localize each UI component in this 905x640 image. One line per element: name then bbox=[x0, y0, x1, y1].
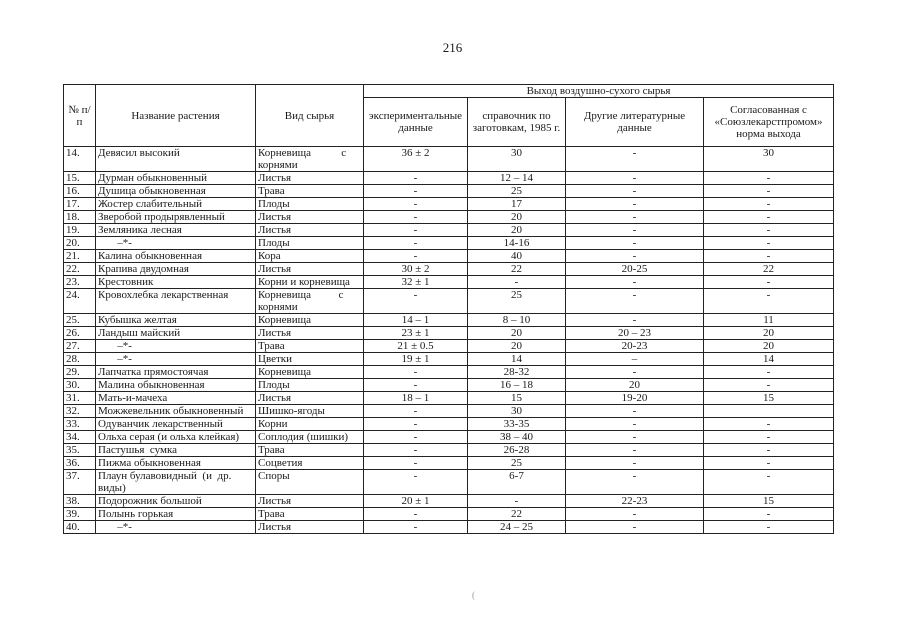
table-row bbox=[64, 418, 834, 431]
reference-cell: 25 bbox=[468, 457, 566, 470]
reference-cell: 25 bbox=[468, 289, 566, 314]
raw-type-cell: Корневища bbox=[256, 366, 364, 379]
table-row bbox=[64, 457, 834, 470]
reference-cell: 15 bbox=[468, 392, 566, 405]
table-row bbox=[64, 444, 834, 457]
raw-type-cell: Листья bbox=[256, 327, 364, 340]
experimental-cell: 32 ± 1 bbox=[364, 276, 468, 289]
table-row bbox=[64, 224, 834, 237]
agreed-norm-cell: - bbox=[704, 379, 834, 392]
row-number-cell: 24. bbox=[64, 289, 96, 314]
agreed-norm-cell: - bbox=[704, 470, 834, 495]
other-literature-cell: - bbox=[566, 431, 704, 444]
header-row-top bbox=[64, 85, 834, 98]
raw-type-cell: Листья bbox=[256, 392, 364, 405]
other-literature-cell: - bbox=[566, 185, 704, 198]
experimental-cell: 21 ± 0.5 bbox=[364, 340, 468, 353]
table-row bbox=[64, 508, 834, 521]
other-literature-cell: - bbox=[566, 289, 704, 314]
other-literature-cell: - bbox=[566, 418, 704, 431]
row-number-cell: 26. bbox=[64, 327, 96, 340]
experimental-cell: - bbox=[364, 366, 468, 379]
plant-name-cell: Пижма обыкновенная bbox=[96, 457, 256, 470]
table-row bbox=[64, 470, 834, 495]
row-number-cell: 29. bbox=[64, 366, 96, 379]
plant-name-cell: Душица обыкновенная bbox=[96, 185, 256, 198]
reference-cell: 20 bbox=[468, 211, 566, 224]
agreed-norm-cell: 15 bbox=[704, 495, 834, 508]
table-row bbox=[64, 521, 834, 534]
reference-cell: - bbox=[468, 276, 566, 289]
agreed-norm-cell: - bbox=[704, 444, 834, 457]
raw-type-cell: Листья bbox=[256, 224, 364, 237]
experimental-cell: - bbox=[364, 521, 468, 534]
agreed-norm-cell: 14 bbox=[704, 353, 834, 366]
other-literature-cell: 20 bbox=[566, 379, 704, 392]
other-literature-cell: - bbox=[566, 147, 704, 172]
other-literature-cell: - bbox=[566, 237, 704, 250]
plant-name-cell: Полынь горькая bbox=[96, 508, 256, 521]
row-number-cell: 25. bbox=[64, 314, 96, 327]
agreed-norm-cell: 11 bbox=[704, 314, 834, 327]
raw-type-cell: Корни bbox=[256, 418, 364, 431]
plant-name-cell: Одуванчик лекарственный bbox=[96, 418, 256, 431]
header-num: № п/п bbox=[64, 85, 96, 147]
plant-name-cell: Мать-и-мачеха bbox=[96, 392, 256, 405]
agreed-norm-cell: 20 bbox=[704, 340, 834, 353]
plant-name-cell: Жостер слабительный bbox=[96, 198, 256, 211]
reference-cell: 40 bbox=[468, 250, 566, 263]
raw-type-cell: Споры bbox=[256, 470, 364, 495]
row-number-cell: 40. bbox=[64, 521, 96, 534]
other-literature-cell: - bbox=[566, 172, 704, 185]
raw-type-cell: Трава bbox=[256, 185, 364, 198]
raw-type-cell: Листья bbox=[256, 495, 364, 508]
plant-name-cell: Крапива двудомная bbox=[96, 263, 256, 276]
plant-name-cell: Кровохлебка лекарственная bbox=[96, 289, 256, 314]
reference-cell: 33-35 bbox=[468, 418, 566, 431]
reference-cell: 25 bbox=[468, 185, 566, 198]
table-row bbox=[64, 353, 834, 366]
table-row bbox=[64, 405, 834, 418]
agreed-norm-cell: - bbox=[704, 366, 834, 379]
reference-cell: 14-16 bbox=[468, 237, 566, 250]
other-literature-cell: - bbox=[566, 470, 704, 495]
experimental-cell: - bbox=[364, 444, 468, 457]
reference-cell: 17 bbox=[468, 198, 566, 211]
other-literature-cell: - bbox=[566, 508, 704, 521]
reference-cell: 30 bbox=[468, 147, 566, 172]
other-literature-cell: – bbox=[566, 353, 704, 366]
raw-type-cell: Трава bbox=[256, 340, 364, 353]
raw-type-cell: Листья bbox=[256, 263, 364, 276]
agreed-norm-cell: 20 bbox=[704, 327, 834, 340]
plant-name-cell: Крестовник bbox=[96, 276, 256, 289]
other-literature-cell: - bbox=[566, 457, 704, 470]
experimental-cell: 23 ± 1 bbox=[364, 327, 468, 340]
header-other-literature: Другие литературные данные bbox=[566, 98, 704, 147]
agreed-norm-cell: - bbox=[704, 457, 834, 470]
agreed-norm-cell: - bbox=[704, 521, 834, 534]
plant-name-cell: Плаун булавовидный (и др. виды) bbox=[96, 470, 256, 495]
experimental-cell: 14 – 1 bbox=[364, 314, 468, 327]
table-body bbox=[64, 147, 834, 534]
plant-name-cell: Подорожник большой bbox=[96, 495, 256, 508]
agreed-norm-cell: - bbox=[704, 431, 834, 444]
experimental-cell: 19 ± 1 bbox=[364, 353, 468, 366]
experimental-cell: - bbox=[364, 405, 468, 418]
agreed-norm-cell: - bbox=[704, 418, 834, 431]
agreed-norm-cell: - bbox=[704, 250, 834, 263]
reference-cell: 20 bbox=[468, 224, 566, 237]
other-literature-cell: - bbox=[566, 198, 704, 211]
plant-name-cell: Лапчатка прямостоячая bbox=[96, 366, 256, 379]
reference-cell: 24 – 25 bbox=[468, 521, 566, 534]
other-literature-cell: - bbox=[566, 250, 704, 263]
table-row bbox=[64, 431, 834, 444]
experimental-cell: 30 ± 2 bbox=[364, 263, 468, 276]
reference-cell: 12 – 14 bbox=[468, 172, 566, 185]
row-number-cell: 27. bbox=[64, 340, 96, 353]
reference-cell: 22 bbox=[468, 263, 566, 276]
reference-cell: 20 bbox=[468, 327, 566, 340]
reference-cell: 16 – 18 bbox=[468, 379, 566, 392]
other-literature-cell: - bbox=[566, 444, 704, 457]
agreed-norm-cell: 22 bbox=[704, 263, 834, 276]
experimental-cell: - bbox=[364, 418, 468, 431]
row-number-cell: 39. bbox=[64, 508, 96, 521]
agreed-norm-cell: - bbox=[704, 289, 834, 314]
other-literature-cell: - bbox=[566, 276, 704, 289]
reference-cell: 38 – 40 bbox=[468, 431, 566, 444]
agreed-norm-cell: - bbox=[704, 211, 834, 224]
other-literature-cell: - bbox=[566, 405, 704, 418]
raw-type-cell: Корневища bbox=[256, 314, 364, 327]
row-number-cell: 30. bbox=[64, 379, 96, 392]
other-literature-cell: 20 – 23 bbox=[566, 327, 704, 340]
reference-cell: 28-32 bbox=[468, 366, 566, 379]
row-number-cell: 34. bbox=[64, 431, 96, 444]
table-row bbox=[64, 340, 834, 353]
experimental-cell: - bbox=[364, 289, 468, 314]
plant-name-cell: Ландыш майский bbox=[96, 327, 256, 340]
plant-name-cell: Пастушья сумка bbox=[96, 444, 256, 457]
row-number-cell: 20. bbox=[64, 237, 96, 250]
other-literature-cell: - bbox=[566, 521, 704, 534]
agreed-norm-cell: - bbox=[704, 276, 834, 289]
table-row bbox=[64, 327, 834, 340]
plant-name-cell: Ольха серая (и ольха клейкая) bbox=[96, 431, 256, 444]
raw-type-cell: Корневища с корнями bbox=[256, 289, 364, 314]
row-number-cell: 31. bbox=[64, 392, 96, 405]
raw-type-cell: Соплодия (шишки) bbox=[256, 431, 364, 444]
raw-type-cell: Листья bbox=[256, 172, 364, 185]
row-number-cell: 16. bbox=[64, 185, 96, 198]
raw-type-cell: Кора bbox=[256, 250, 364, 263]
table-row bbox=[64, 392, 834, 405]
scan-speck: ( bbox=[472, 590, 475, 600]
row-number-cell: 22. bbox=[64, 263, 96, 276]
header-raw-type: Вид сырья bbox=[256, 85, 364, 147]
row-number-cell: 14. bbox=[64, 147, 96, 172]
reference-cell: 20 bbox=[468, 340, 566, 353]
experimental-cell: - bbox=[364, 185, 468, 198]
plant-name-cell: Дурман обыкновенный bbox=[96, 172, 256, 185]
table-row bbox=[64, 379, 834, 392]
row-number-cell: 32. bbox=[64, 405, 96, 418]
plant-name-cell: –*- bbox=[96, 340, 256, 353]
experimental-cell: - bbox=[364, 237, 468, 250]
raw-type-cell: Шишко-ягоды bbox=[256, 405, 364, 418]
table-row bbox=[64, 237, 834, 250]
row-number-cell: 33. bbox=[64, 418, 96, 431]
row-number-cell: 36. bbox=[64, 457, 96, 470]
reference-cell: 14 bbox=[468, 353, 566, 366]
table-row bbox=[64, 185, 834, 198]
row-number-cell: 35. bbox=[64, 444, 96, 457]
other-literature-cell: 22-23 bbox=[566, 495, 704, 508]
agreed-norm-cell bbox=[704, 405, 834, 418]
agreed-norm-cell: - bbox=[704, 172, 834, 185]
table-row bbox=[64, 289, 834, 314]
reference-cell: - bbox=[468, 495, 566, 508]
reference-cell: 6-7 bbox=[468, 470, 566, 495]
experimental-cell: - bbox=[364, 224, 468, 237]
table-row bbox=[64, 276, 834, 289]
plant-name-cell: Калина обыкновенная bbox=[96, 250, 256, 263]
row-number-cell: 21. bbox=[64, 250, 96, 263]
experimental-cell: - bbox=[364, 457, 468, 470]
experimental-cell: - bbox=[364, 470, 468, 495]
table-row bbox=[64, 250, 834, 263]
experimental-cell: 20 ± 1 bbox=[364, 495, 468, 508]
raw-type-cell: Корневища с корнями bbox=[256, 147, 364, 172]
agreed-norm-cell: - bbox=[704, 224, 834, 237]
other-literature-cell: 20-25 bbox=[566, 263, 704, 276]
plant-name-cell: Девясил высокий bbox=[96, 147, 256, 172]
experimental-cell: - bbox=[364, 379, 468, 392]
row-number-cell: 28. bbox=[64, 353, 96, 366]
plant-name-cell: –*- bbox=[96, 521, 256, 534]
other-literature-cell: 19-20 bbox=[566, 392, 704, 405]
plant-name-cell: –*- bbox=[96, 353, 256, 366]
row-number-cell: 17. bbox=[64, 198, 96, 211]
reference-cell: 30 bbox=[468, 405, 566, 418]
reference-cell: 8 – 10 bbox=[468, 314, 566, 327]
table-row bbox=[64, 366, 834, 379]
raw-type-cell: Трава bbox=[256, 508, 364, 521]
agreed-norm-cell: - bbox=[704, 237, 834, 250]
header-yield-group: Выход воздушно-сухого сырья bbox=[364, 85, 834, 98]
row-number-cell: 38. bbox=[64, 495, 96, 508]
raw-type-cell: Плоды bbox=[256, 237, 364, 250]
other-literature-cell: - bbox=[566, 211, 704, 224]
experimental-cell: - bbox=[364, 211, 468, 224]
experimental-cell: - bbox=[364, 198, 468, 211]
experimental-cell: 18 – 1 bbox=[364, 392, 468, 405]
row-number-cell: 18. bbox=[64, 211, 96, 224]
raw-type-cell: Трава bbox=[256, 444, 364, 457]
plant-name-cell: –*- bbox=[96, 237, 256, 250]
table-row bbox=[64, 314, 834, 327]
table-row bbox=[64, 198, 834, 211]
header-reference: справочник по заготовкам, 1985 г. bbox=[468, 98, 566, 147]
row-number-cell: 15. bbox=[64, 172, 96, 185]
agreed-norm-cell: 15 bbox=[704, 392, 834, 405]
plant-name-cell: Земляника лесная bbox=[96, 224, 256, 237]
experimental-cell: - bbox=[364, 250, 468, 263]
raw-type-cell: Плоды bbox=[256, 379, 364, 392]
yield-table bbox=[63, 84, 834, 534]
plant-name-cell: Кубышка желтая bbox=[96, 314, 256, 327]
table-row bbox=[64, 172, 834, 185]
table-row bbox=[64, 495, 834, 508]
experimental-cell: - bbox=[364, 172, 468, 185]
row-number-cell: 37. bbox=[64, 470, 96, 495]
other-literature-cell: - bbox=[566, 366, 704, 379]
reference-cell: 26-28 bbox=[468, 444, 566, 457]
header-experimental: экспериментальные данные bbox=[364, 98, 468, 147]
reference-cell: 22 bbox=[468, 508, 566, 521]
table-row bbox=[64, 147, 834, 172]
plant-name-cell: Малина обыкновенная bbox=[96, 379, 256, 392]
experimental-cell: 36 ± 2 bbox=[364, 147, 468, 172]
plant-name-cell: Можжевельник обыкновенный bbox=[96, 405, 256, 418]
other-literature-cell: - bbox=[566, 224, 704, 237]
table-row bbox=[64, 211, 834, 224]
table-row bbox=[64, 263, 834, 276]
other-literature-cell: 20-23 bbox=[566, 340, 704, 353]
row-number-cell: 23. bbox=[64, 276, 96, 289]
other-literature-cell: - bbox=[566, 314, 704, 327]
experimental-cell: - bbox=[364, 508, 468, 521]
agreed-norm-cell: 30 bbox=[704, 147, 834, 172]
agreed-norm-cell: - bbox=[704, 185, 834, 198]
raw-type-cell: Плоды bbox=[256, 198, 364, 211]
raw-type-cell: Цветки bbox=[256, 353, 364, 366]
agreed-norm-cell: - bbox=[704, 198, 834, 211]
header-plant-name: Название растения bbox=[96, 85, 256, 147]
raw-type-cell: Соцветия bbox=[256, 457, 364, 470]
plant-name-cell: Зверобой продырявленный bbox=[96, 211, 256, 224]
experimental-cell: - bbox=[364, 431, 468, 444]
raw-type-cell: Листья bbox=[256, 211, 364, 224]
header-agreed-norm: Согласованная с «Союзлекарстпромом» норма выхода bbox=[704, 98, 834, 147]
page-number: 216 bbox=[442, 40, 463, 55]
row-number-cell: 19. bbox=[64, 224, 96, 237]
raw-type-cell: Корни и корневища bbox=[256, 276, 364, 289]
raw-type-cell: Листья bbox=[256, 521, 364, 534]
agreed-norm-cell: - bbox=[704, 508, 834, 521]
